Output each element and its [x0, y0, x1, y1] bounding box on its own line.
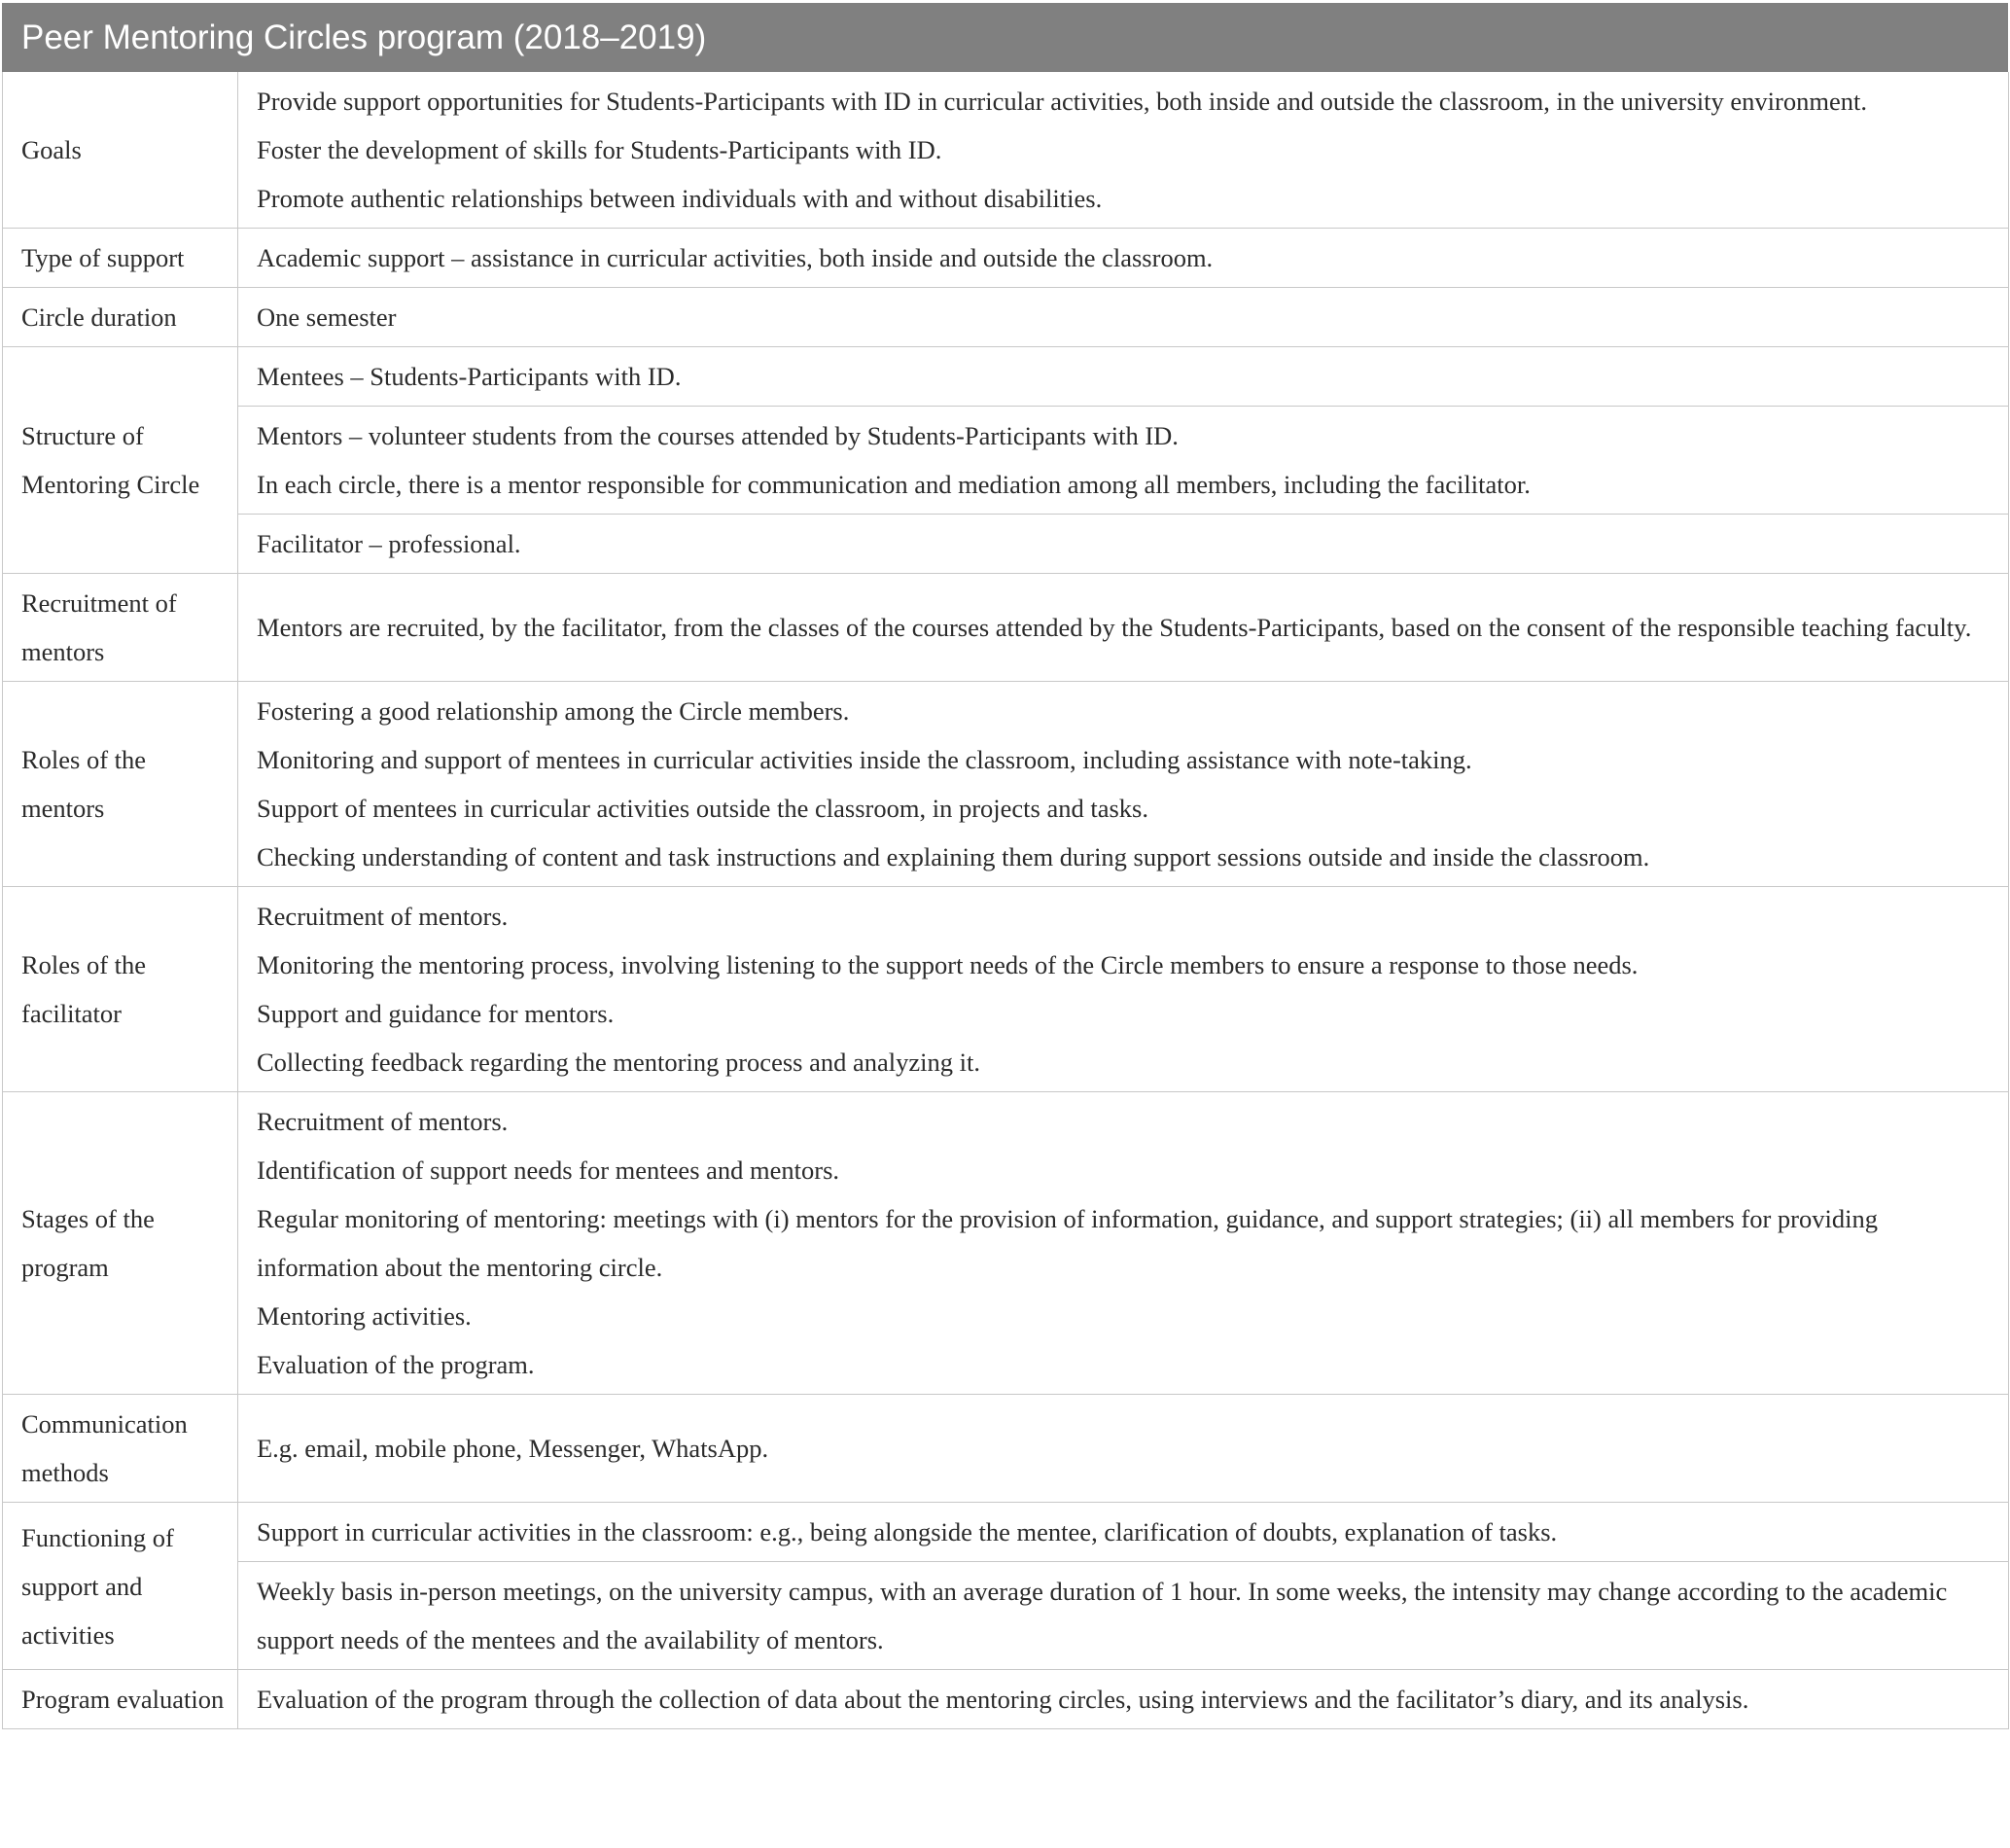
content-line: Foster the development of skills for Students-Participants with ID. — [257, 135, 942, 164]
table-row — [3, 887, 2009, 1092]
row-content — [238, 288, 2009, 347]
row-content — [238, 515, 2009, 574]
table-row — [3, 407, 2009, 515]
table-row — [3, 347, 2009, 407]
content-line: Mentees – Students-Participants with ID. — [257, 362, 682, 391]
content-line: Support of mentees in curricular activities outside the classroom, in projects and tasks. — [257, 794, 1148, 823]
table-row — [3, 229, 2009, 288]
program-grid — [2, 72, 2009, 1729]
table-row — [3, 1395, 2009, 1503]
row-content — [238, 229, 2009, 288]
content-line: In each circle, there is a mentor responsible for communication and mediation among all members, including the facilitator. — [257, 470, 1531, 499]
content-line: Collecting feedback regarding the mentoring process and analyzing it. — [257, 1048, 980, 1077]
table-row — [3, 1670, 2009, 1729]
row-label: Roles of the mentors — [3, 682, 238, 887]
content-line: Support and guidance for mentors. — [257, 999, 615, 1028]
row-label: Program evaluation — [3, 1670, 238, 1729]
row-content — [238, 1092, 2009, 1395]
row-content — [238, 407, 2009, 515]
table-body — [3, 72, 2009, 1729]
table-row — [3, 1503, 2009, 1562]
row-content — [238, 1562, 2009, 1670]
content-line: Monitoring and support of mentees in curricular activities inside the classroom, including assistance with note-taking. — [257, 745, 1472, 774]
content-line: One semester — [257, 302, 397, 332]
row-label: Functioning of support and activities — [3, 1503, 238, 1670]
row-label: Communication methods — [3, 1395, 238, 1503]
table-row — [3, 72, 2009, 229]
row-content — [238, 72, 2009, 229]
content-line: Support in curricular activities in the classroom: e.g., being alongside the mentee, clarification of doubts, explanation of tasks. — [257, 1517, 1558, 1546]
content-line: Mentors are recruited, by the facilitator, from the classes of the courses attended by the Students-Participants, based on the consent of the responsible teaching faculty. — [257, 613, 1972, 642]
content-line: Evaluation of the program. — [257, 1350, 535, 1379]
content-line: Identification of support needs for mentees and mentors. — [257, 1155, 840, 1185]
content-line: E.g. email, mobile phone, Messenger, WhatsApp. — [257, 1434, 769, 1463]
table-title: Peer Mentoring Circles program (2018–2019) — [2, 3, 2008, 72]
content-line: Promote authentic relationships between individuals with and without disabilities. — [257, 184, 1103, 213]
content-line: Facilitator – professional. — [257, 529, 521, 558]
program-table — [2, 3, 2008, 1729]
row-label: Circle duration — [3, 288, 238, 347]
row-content — [238, 887, 2009, 1092]
row-content — [238, 1395, 2009, 1503]
table-row — [3, 288, 2009, 347]
row-content — [238, 1670, 2009, 1729]
content-line: Checking understanding of content and task instructions and explaining them during support sessions outside and inside the classroom. — [257, 842, 1650, 871]
row-label: Roles of the facilitator — [3, 887, 238, 1092]
table-row — [3, 1092, 2009, 1395]
content-line: Provide support opportunities for Students-Participants with ID in curricular activities, both inside and outside the classroom, in the university environment. — [257, 87, 1867, 116]
content-line: Recruitment of mentors. — [257, 1107, 509, 1136]
row-content — [238, 574, 2009, 682]
content-line: Mentoring activities. — [257, 1301, 472, 1331]
row-content — [238, 347, 2009, 407]
content-line: Regular monitoring of mentoring: meetings with (i) mentors for the provision of information, guidance, and support strategies; (ii) all members for providing information about the mentoring circle. — [257, 1204, 1878, 1282]
row-label: Type of support — [3, 229, 238, 288]
row-label: Stages of the program — [3, 1092, 238, 1395]
row-label: Recruitment of mentors — [3, 574, 238, 682]
table-row — [3, 682, 2009, 887]
table-row — [3, 515, 2009, 574]
content-line: Monitoring the mentoring process, involving listening to the support needs of the Circle members to ensure a response to those needs. — [257, 950, 1639, 979]
content-line: Fostering a good relationship among the Circle members. — [257, 696, 850, 726]
content-line: Evaluation of the program through the collection of data about the mentoring circles, using interviews and the facilitator’s diary, and its analysis. — [257, 1685, 1749, 1714]
table-row — [3, 1562, 2009, 1670]
row-label: Goals — [3, 72, 238, 229]
content-line: Weekly basis in-person meetings, on the university campus, with an average duration of 1 hour. In some weeks, the intensity may change according to the academic support needs of the mentees and the availability of mentors. — [257, 1577, 1948, 1654]
table-row — [3, 574, 2009, 682]
row-content — [238, 682, 2009, 887]
content-line: Academic support – assistance in curricular activities, both inside and outside the classroom. — [257, 243, 1214, 272]
row-label: Structure of Mentoring Circle — [3, 347, 238, 574]
content-line: Recruitment of mentors. — [257, 902, 509, 931]
content-line: Mentors – volunteer students from the courses attended by Students-Participants with ID. — [257, 421, 1179, 450]
row-content — [238, 1503, 2009, 1562]
